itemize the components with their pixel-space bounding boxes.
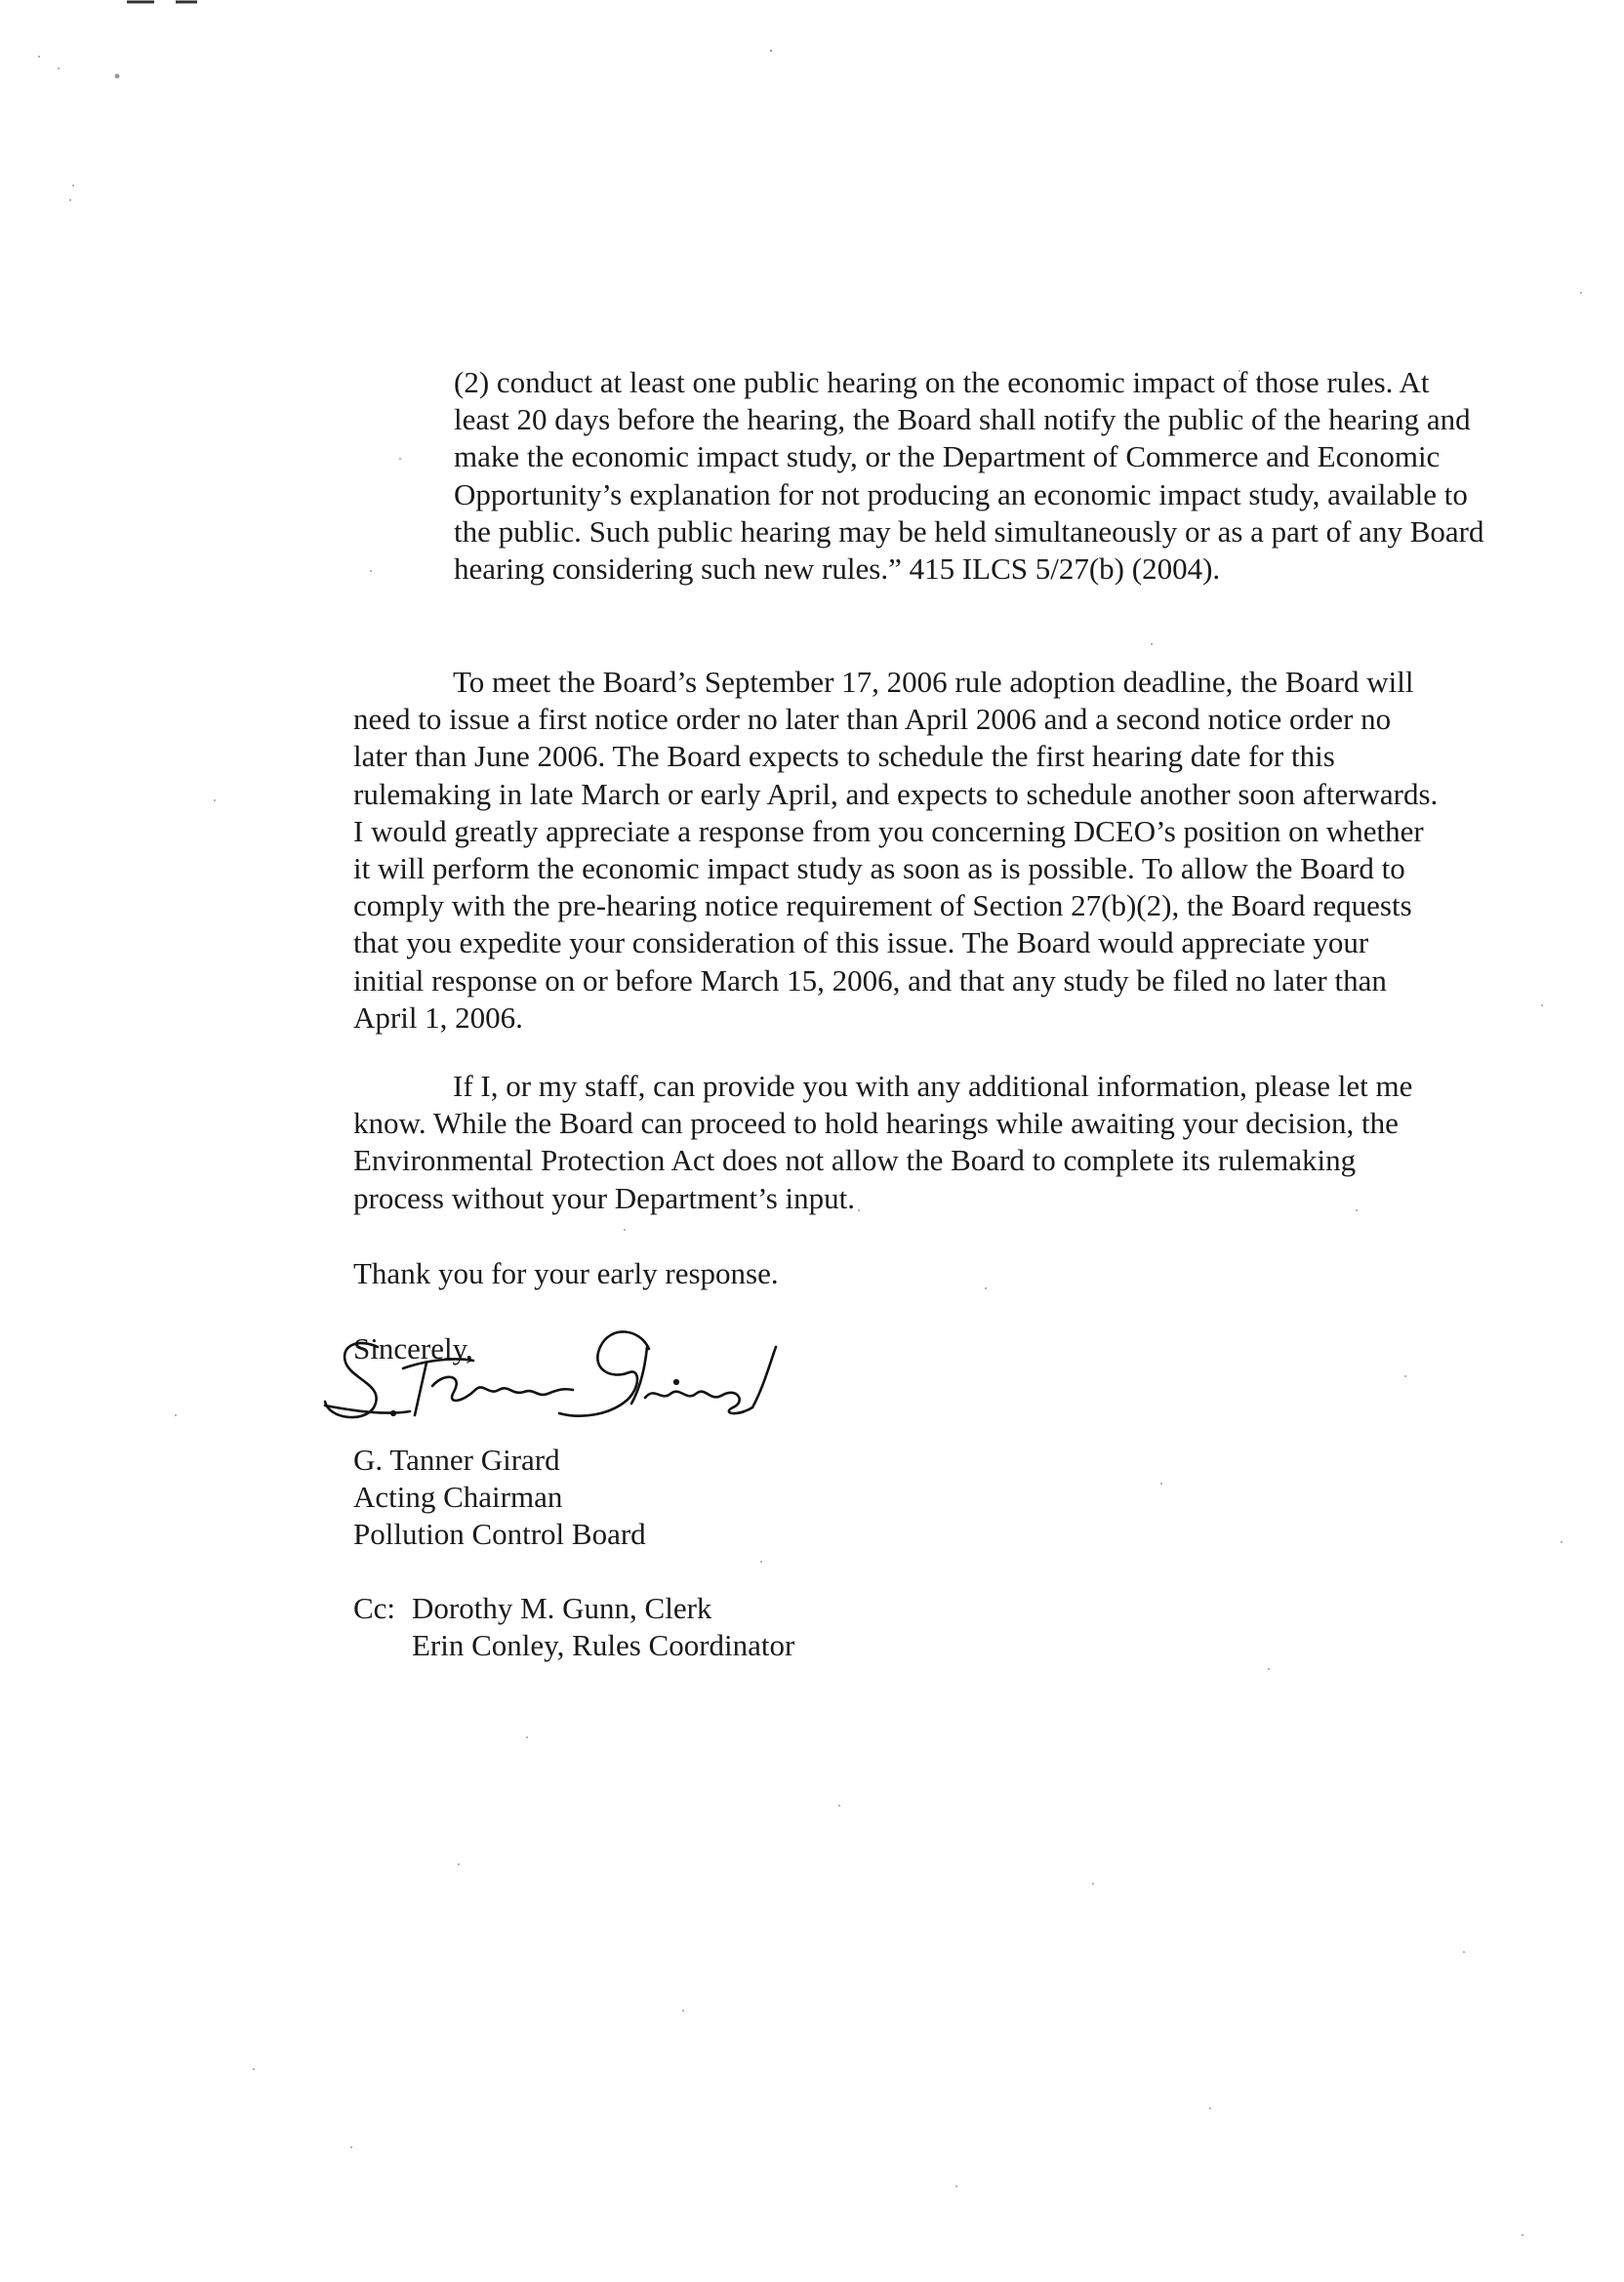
contact-paragraph: If I, or my staff, can provide you with any additional information, please let me know. While the Board can proceed to hold hearings while awaiting your decision, the Environmental Protection Act does not allow the Board to complete its rulemaking process without your Department’s input. [353, 1069, 1413, 1215]
thanks-line: Thank you for your early response. [353, 1256, 779, 1290]
cc-recipient: Erin Conley, Rules Coordinator [412, 1628, 795, 1663]
cc-recipient: Dorothy M. Gunn, Clerk [412, 1591, 712, 1625]
cc-label: Cc: [353, 1591, 396, 1625]
signer-title: Acting Chairman [353, 1480, 563, 1515]
cc-row [353, 1627, 794, 1664]
signer-organization: Pollution Control Board [353, 1517, 646, 1552]
cc-row [353, 1590, 794, 1627]
deadline-paragraph: To meet the Board’s September 17, 2006 rule adoption deadline, the Board will need to issue a first notice order no later than April 2006 and a second notice order no later than June 2006. The Board expects to schedule the first hearing date for this rulemaking in late March or early April, and expects to schedule another soon afterwards. I would greatly appreciate a response from you concerning DCEO’s position on whether it will perform the economic impact study as soon as is possible. To allow the Board to comply with the pre-hearing notice requirement of Section 27(b)(2), the Board requests that you expedite your consideration of this issue. The Board would appreciate your initial response on or before March 15, 2006, and that any study be filed no later than April 1, 2006. [353, 665, 1439, 1035]
signer-name: G. Tanner Girard [353, 1443, 560, 1477]
quoted-statute-paragraph: (2) conduct at least one public hearing on the economic impact of those rules. At least 20 days before the hearing, the Board shall notify the public of the hearing and make the economic impact study, or the Department of Commerce and Economic Opportunity’s explanation for not producing an economic impact study, available to the public. Such public hearing may be held simultaneously or as a part of any Board hearing considering such new rules.” 415 ILCS 5/27(b) (2004). [454, 365, 1484, 587]
closing-salutation: Sincerely, [353, 1331, 473, 1365]
signature-block [353, 1442, 646, 1554]
handwritten-signature [317, 1318, 825, 1435]
top-edge-mark [127, 0, 205, 12]
cc-list [353, 1590, 794, 1664]
